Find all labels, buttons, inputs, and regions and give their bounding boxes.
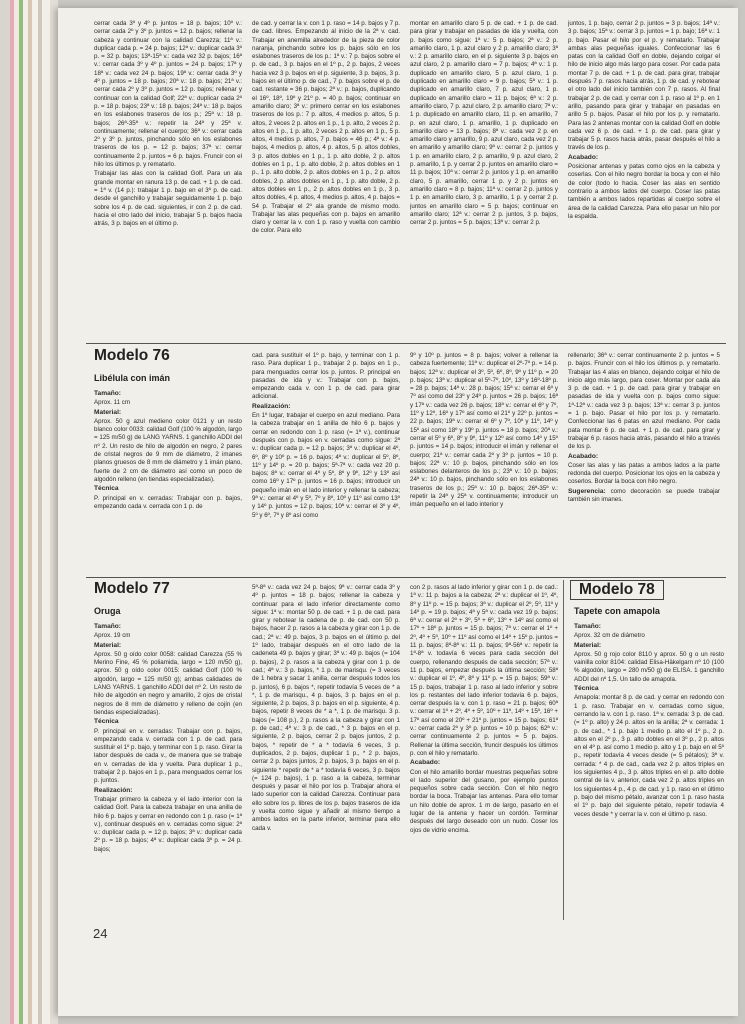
m77-column-2 [252,584,400,912]
m78-size-heading: Tamaño: [574,623,601,630]
m76-col2-text: cad. para sustituir el 1º p. bajo, y terminar con 1 p. raso. Para duplicar 1 p., trabajar 2 p. bajos en 1 p., para menguados cerrar los p. juntos. P. principal en pasadas de ida y v.: Trabajar con p. bajos, empezando cada v. con 1 p. de cad. para girar adicional. [252,352,400,401]
m76-material-heading: Material: [94,408,122,416]
top-acabado-heading: Acabado: [568,153,599,161]
m77-realizacion: Trabajar primero la cabeza y el lado interior con la calidad Golf. Para la cabeza trabajar en una anilla de hilo 6 p. bajos y cerrar en redondo con 1 p. raso (= 1ª v.), continuar después en v. cerradas como sigue: 2ª v.: duplicar cada p. = 12 p. bajos; 3ª v.: duplicar cada 2º p. = 18 p. bajos; 4ª v.: duplicar cada 3º p. = 24 p. bajos; [94,795,242,853]
modelo-77-title: Modelo 77 [94,580,170,597]
m76-tecnica-heading: Técnica [94,485,119,493]
m76-realizacion: En 1º lugar, trabajar el cuerpo en azul mediano. Para la cabeza trabajar en 1 anilla de hilo 6 p. bajos y cerrar en redondo con 1 p. raso (= 1ª v.), continuar después con p. bajos en v. cerradas como sigue: 2ª v.: duplicar cada p. = 12 p. bajos; 3ª v.: duplicar el 4º, 6º, 8º y 10º p. = 16 p. bajos; 4ª v.: duplicar el 5º, 8º, 11º y 14º p. = 20 p. bajos; 5ª-7ª v.: cada vez 20 p. bajos; 8ª v.: cerrar el 4º y 5º, 8º y 9º, 12º y 13º así como 16º y 17º p. juntos = 16 p. bajos; introducir un pequeño imán en el lado interior y rellenar la cabeza; 9ª v.: cerrar el 4º y 5º, 7º y 8º, 10º y 11º así como 13º y 14º p. juntos = 12 p. bajos; 10ª v.: cerrar el 3º y 4º, 5º y 6º, 7º y 8º así como [252,412,400,519]
m77-size-heading: Tamaño: [94,623,121,630]
m78-tecnica: Amapola: montar 8 p. de cad. y cerrar en redondo con 1 p. raso. Trabajar en v. cerradas como sigue, cerrando la v. con 1 p. raso. 1ª v. cerrada: 3 p. de cad. (= 1º p. alto) y 24 p. altos en la anilla; 2ª v. cerrada: 1 p. de cad., * 1 p. bajo 1 medio p. alto el 1º p., 2 p. altos en el 2º p., 3 p. alto dobles en el 3º p., 2 p. altos en el 4º p. así como 1 medio p. alto y 1 p. bajo en el 5º p., repetir todavía 4 veces desde (= 5 pétalos); 3ª v. cerrada: * 4 p. de cad., cada vez 2 p. altos triples en los siguientes 4 p., 3 p. altos triples en el p. alto doble central de la v. anterior, cada vez 2 p. altos triples en los siguientes 4 p., 4 p. de cad. y 1 p. raso en el último p. bajo del mismo pétalo, avanzar con 1 p. raso hasta el 1º p. bajo del siguiente pétalo, repetir todavía 4 veces desde * y cerrar la v. con el último p. raso. [574,694,724,818]
top-column-1 [94,20,242,338]
m76-col3-text: 9º y 10º p. juntos = 8 p. bajos; volver a rellenar la cabeza fuertemente; 11ª v.: duplicar el 2º-7º p. = 14 p. bajos; 12ª v.: duplicar el 3º, 5º, 6º, 8º, 9º y 11º p. = 20 p. bajos; 13ª v.: duplicar el 5º-7º, 10º, 13º y 16º-18º p. = 28 p. bajos; 14ª v.: 28 p. bajos; 15ª v.: cerrar el 6º y 7º así como del 23º y 24º p. juntos = 26 p. bajos; 16ª y 17ª v.: cada vez 26 p. bajos; 18ª v.: cerrar el 6º y 7º, 11º y 12º, 16º y 17º así como el 21º y 22º p. juntos = 22 p. bajos; 19ª v.: cerrar el 6º y 7º, 10º y 11º, 14º y 15º así como 18º y 19º p. juntos = 18 p. bajos; 20ª v.: cerrar el 5º y 6º, 8º y 9º, 11º y 12º así como 14º y 15º p. juntos = 14 p. bajos; introducir el imán y rellenar el cuerpo; 21ª v.: cerrar cada 2º y 3º p. juntos = 10 p. bajos; 22ª v.: 10 p. bajos, pinchando sólo en los eslabones delanteros de los p.; 23ª v.: 10 p. bajos; 24ª v.: 10 p. bajos, pinchando sólo en los eslabones traseros de los p.; 25ª v.: 10 p. bajos; 26ª-35ª v.: repetir la 24ª y 25ª v. continuamente; introducir un imán pequeño en el lado interior y [410,352,558,509]
top-column-3 [410,20,558,338]
top-column-4 [568,20,720,338]
m76-column-2 [252,352,400,574]
m76-col4-text: rellenarlo; 36ª v.: cerrar continuamente 2 p. juntos = 5 p. bajos. Fruncir con el hilo los últimos p. y rematarlo. Trabajar las 4 alas en blanco, dejando colgar el hilo de inicio algo más largo, para coser. Montar por cada ala 3 p. de cad. + 1 p. de cad. para girar y trabajar en pasadas de ida y vuelta con p. bajos como sigue: 1ª-12ª v.: cada vez 3 p. bajos; 13ª v.: cerrar 3 p. juntos = 1 p. bajo. Pasar el hilo por los p. y rematarlo. Confeccionar las 6 patas en azul mediano. Por cada pata montar 6 p. de cad. + 1 p. de cad. para girar y trabajar 6 p. rasos hacia atrás, pasando el hilo a través de los p. [568,352,720,451]
divider-top [86,343,726,344]
m76-column-3 [410,352,558,574]
m77-realizacion-heading: Realización: [94,786,133,794]
m77-tecnica-heading: Técnica [94,718,119,726]
top-col2-text: de cad. y cerrar la v. con 1 p. raso = 14 p. bajos y 7 p. de cad. libres. Empezando al inicio de la 2ª v. cad. Trabajar en anemilla alrededor de la pieza de color naranja, pinchando sobre los p. bajos sólo en los eslabones traseros de los p.: 1ª v.: 7 p. bajos sobre el p. de cad., 3 p. bajos en el 1º p., 2 p. bajos, 2 veces hacia vez 3 p. bajos en el p. siguiente, 3 p. bajos, 3 p. bajos en el último p. de cad., 7 p. bajos sobre el p. de cad. restante = 36 p. bajos; 2ª v.: p. bajos, duplicando el 16º, 18º, 19º y 21º p. = 40 p. bajos; continuar en amarillo claro; 3ª v.: primero cerrar en los eslabones traseros de los p.: 7 p. altos, 4 medios p. altos, 5 p. altos, 2 veces 2 p. altos en 1 p., 1 p. alto, 2 veces 2 p. altos en 1 p., 1 p. alto, 2 veces 2 p. altos en 1 p., 5 p. altos, 4 medios p. altos, 7 p. bajos = 46 p.; 4ª v.: 4 p. bajos, 4 medios p. altos, 4 p. altos, 5 p. altos dobles, 3 p. altos dobles en 1 p., 1 p. alto doble, 2 p. altos dobles en 1 p., 1 p. alto doble, 2 p. altos dobles en 1 p., 1 p. alto doble, 2 p. altos dobles en 1 p., 2 p. altos dobles, 2 p. altos dobles en 1 p., 1 p. alto doble, 2 p. altos dobles en 1 p., 2 p. altos dobles en 1 p., 3 p. altos dobles, 4 p. altos, 4 medios p. altos, 4 p. bajos = 54 p. Trabajar el 2º ala grande de mismo modo. Trabajar las alas pequeñas con p. bajos en amarillo claro y cerrar la v. con 1 p. raso y vuelta con cambio de color. Para ello [252,20,400,235]
m76-subtitle: Libélula con imán [94,373,171,383]
page-number: 24 [93,926,108,941]
m77-material: Aprox. 50 g oído color 0058: calidad Carezza (55 % Merino Fine, 45 % poliamida, largo = 120 m/50 g), aprox. 50 g oído color 0015: calidad Golf (100 % algodón, largo = 125 m/50 g); ambas calidades de LANG YARNS. 1 ganchillo ADDI del nº 2. Un resto de hilo de algodón en negro y amarillo, 2 ojos de cristal negros de 8 mm de diámetro y relleno de cojín (en tiendas especializadas). [94,650,242,716]
m78-subtitle: Tapete con amapola [574,606,660,616]
m76-sugerencia: como decoración se puede trabajar también sin imanes. [568,487,720,504]
m77-tecnica: P. principal en v. cerradas: Trabajar con p. bajos, empezando cada v. cerrada con 1 p. de cad. para sustituir el 1º p. bajo, y terminar con 1 p. raso. Girar la labor después de cada v., de manera que se trabaje en v. cerradas de ida y vuelta. Para duplicar 1 p., trabajar 2 p. bajos en 1 p., para menguados cerrar los p. juntos. [94,727,242,785]
top-col1b-text: Trabajar las alas con la calidad Golf. Para un ala grande montar en ranura 13 p. de cad. + 1 p. de cad. = 1ª v. (14 p.): trabajar 1 p. bajo en el 3º p. de cad. desde el ganchillo y trabajar seguidamente 1 p. bajo sobre los 4 p. de cad. siguientes, ir con 2 p. de cad. hacia el otro lado del inicio, trabajar 5 p. bajos hacia atrás, 3 p. bajos en el último p. [94,170,242,228]
m77-subtitle: Oruga [94,606,121,616]
top-col3-text: montar en amarillo claro 5 p. de cad. + 1 p. de cad. para girar y trabajar en pasadas de ida y vuelta, con p. bajos como sigue: 1ª v.: 5 p. bajos; 2ª v.: 2 p. amarillo claro, 1 p. azul claro y 2 p. amarillo claro; 3ª v.: 2 p. amarillo claro, en el p. siguiente 3 p. bajos en azul claro, 2 p. amarillo claro = 7 p. bajos; 4ª v.: 1 p. duplicado en amarillo claro, 5 p. azul claro, 1 p. duplicado en amarillo claro = 9 p. bajos; 5ª v.: 1 p. duplicado en amarillo claro, 7 p. azul claro, 1 p. duplicado en amarillo claro = 11 p. bajos; 6ª v.: 2 p. amarillo claro, 7 p. azul claro, 2 p. amarillo claro; 7ª v.: 1 p. duplicado en amarillo claro, 11 p. en amarillo, 7 p. en azul claro, 1 p. amarillo, 1 p. duplicado en amarillo claro = 13 p. bajos; 8ª v.: cada vez 2 p. en amarillo claro y amarillo, 9 p. azul claro, cada vez 2 p. en amarillo y amarillo claro; 9ª v.: cerrar 2 p. juntos y 1 p. en amarillo claro, 2 p. amarillo, 9 p. azul claro, 2 p. amarillo, 1 p. y cerrar 2 p. juntos en amarillo claro = 11 p. bajos; 10ª v.: cerrar 2 p. juntos y 1 p. en amarillo claro, 5 p. amarillo, cerrar 1 p. y 2 p. juntos en amarillo claro = 8 p. bajos; 11ª v.: cerrar 2 p. juntos y 1 p. en amarillo claro, 3 p. amarillo, 1 p. y cerrar 2 p. juntos en amarillo claro = 5 p. bajos; continuar en amarillo claro; 12ª v.: cerrar 2 p. juntos, 3 p. bajos, cerrar 2 p. juntos = 5 p. bajos; 13ª v.: cerrar 2 p. [410,20,558,227]
m77-acabado-heading: Acabado: [410,759,441,767]
m77-col3-text: con 2 p. rasos al lado inferior y girar con 1 p. de cad.: 1ª v.: 11 p. bajos a la cabeza; 2ª v.: duplicar el 1º, 4º, 8º y 11º p. = 15 p. bajos; 3ª v.: duplicar el 2º, 5º, 11º y 14º p. = 19 p. bajos; 4ª y 5ª v.: cada vez 19 p. bajos; 6ª v.: cerrar el 2º + 3º, 5º + 6º, 13º + 14º así como el 17º + 18º p. juntos = 15 p. bajos; 7ª v.: cerrar el 1º + 2º, 4º + 5º, 10º + 11º así como el 14º + 15º p. juntos = 11 p. bajos; 8ª-8ª v.: 11 p. bajos; 9ª-56ª v.: repetir la 1ª-8ª v. todavía 6 veces para cada sección del cuerpo, rellenando después de cada sección; 57ª v.: 11 p. bajos, empezar después la última sección; 58ª v.: duplicar el 1º, 4º, 8º y 11º p. = 15 p. bajos; 59ª v.: 15 p. bajos, trabajar 1 p. raso al lado inferior y sobre los p. restantes del lado inferior todavía 6 p. bajos, cerrar después la v. con 1 p. raso = 21 p. bajos; 60ª v.: cerrar el 1º + 2º, 4º + 5º, 10º + 11º, 14º + 15º, 16º + 17º así como el 20º + 21º p. juntos = 15 p. bajos; 61ª v.: cerrar cada 2º y 3º p. juntos = 10 p. bajos; 62ª v.: cerrar continuamente 2 p. juntos = 5 p. bajos. Rellenar la última sección, fruncir después los últimos p. con el hilo y rematarlo. [410,584,558,757]
top-acabado-text: Posicionar antenas y patas como ojos en la cabeza y coserlas. Con el hilo negro bordar la boca y con el hilo de color (todo lo hacia. Coser las alas en sentido contrario a ambos lados del cuerpo. Coser las patas también a ambos lados repartidas al cuerpo sobre el área de la calidad Carezza. Para ello pasar un hilo por la espalda. [568,163,720,220]
divider-vertical-78 [563,580,564,920]
m77-column-1 [94,601,242,911]
m76-realizacion-heading: Realización: [252,402,291,410]
m77-acabado: Con el hilo amarillo bordar muestras pequeñas sobre el lado superior del gusano, por ejemplo puntos pequeños sobre cada sección. Con el hilo negro bordar la boca. Trabajar las antenas. Para ello tomar un hilo doble de aprox. 1 m de largo, pasarlo en el lugar de la antena y hacer un cordón. Terminar después del largo deseado con un nudo. Coser los ojos de vidrio encima. [410,768,558,834]
m78-material: Aprox. 50 g rojo color 8110 y aprox. 50 g o un resto vainilla color 8104: calidad Elisa-Häkelgarn nº 10 (100 % algodón, largo = 280 m/50 g) de ELISA. 1 ganchillo ADDI del nº 1,5. Un tallo de amapola. [574,650,724,683]
m76-column-1 [94,368,242,573]
m76-column-4 [568,352,720,574]
m76-tecnica: P. principal en v. cerradas: Trabajar con p. bajos, empezando cada v. cerrada con 1 p. de [94,494,242,510]
m78-material-heading: Material: [574,641,602,649]
m77-col2-text: 5ª-8ª v.: cada vez 24 p. bajos; 9ª v.: cerrar cada 3º y 4º p. juntos = 18 p. bajos; rellenar la cabeza y continuar para el lado inferior directamente como sigue: 1ª v.: montar 50 p. de cad. + 1 p. de cad. para girar y rebotear la cadena de p. de cad. con 50 p. bajos, hacer 2 p. rasos a la cabeza y girar con 1 p. de cad.; 2ª v.: 49 p. bajos, 3 p. bajos en el último p. del 1º lado, trabajar después en el otro lado de la cadeneta 49 p. bajos y girar; 3ª v.: 49 p. bajos (= 104 p. bajos), 2 p. rasos a la cabeza y girar con 1 p. de cad.; 4ª v.: 3 p. bajos, * 1 p. de marisqu. (= 3 veces de 1 hebra y sacar 1 anilla, cerrar después todos los p. juntos), 6 p. bajos *, repetir todavía 5 veces de * a *, 1 p. de marisqu., 4 p. bajos, 3 p. bajos en el p. siguiente, 2 p. bajos, 3 p. bajos en el p. siguiente, 4 p. bajos, repetir 8 veces de * a *, 1 p. de marisqu. 3 p. bajos (= 108 p.), 2 p. rasos a la cabeza y girar con 1 p. de cad.; 4ª v.: 3 p. de cad., * 3 p. bajos en el p. siguiente, 2 p. bajos, cerrar 2 p. bajos juntos, 2 p. bajos, * repetir de * a * todavía 6 veces, 3 p. duplicados, 2 p. bajos, duplicar 1 p., * 2 p. bajos, cerrar 2 p. bajos juntos, 2 p. bajos, 3 p. bajos en el p. siguiente * repetir de * a * todavía 6 veces, 3 p. bajos (= 124 p. bajos), 1 p. raso a la cabeza, terminar después y pasar el hilo por los p. Trabajar ahora el lado superior con la calidad Carezza. Continuar para ello sobre los p. libres de los p. bajos traseros de ida y vuelta como sigue y añadir al mismo tiempo a ambos lados en la parte inferior, terminar para ello cada v. [252,584,400,832]
modelo-76-title: Modelo 76 [94,347,170,364]
m76-sugerencia-heading: Sugerencia: [568,487,606,495]
m77-column-3 [410,584,558,912]
top-column-2 [252,20,400,338]
top-col4-text: juntos, 1 p. bajo, cerrar 2 p. juntos = 3 p. bajos; 14ª v.: 3 p. bajos; 15ª v.: cerrar 3 p. juntos = 1 p. bajo; 16ª v.: 1 p. bajo. Pasar el hilo por el p. y rematarlo. Trabajar ambas alas pequeñas iguales. Confeccionar las 6 patas con la calidad Golf en doble, dejando colgar el hilo de inicio algo más largo para coser. Por cada pata montar 7 p. de cad. + 1 p. de cad. para girar, trabajar después 7 p. rasos hacia atrás, 1 p. de cad. y rebotear el otro lado del inicio también con 7 p. rasos. Al final trabajar 2 p. de cad. y cerrar con 1 p. raso al 1º p. en 1 arillo, pasando para girar y trabajar en pasadas en arillo 5 p. bajos. Pasar el hilo por los p. y rematarlo. Para las 2 antenas montar con la calidad Golf en doble cada vez 6 p. de cad. + 1 p. de cad. para girar y trabajar 5 p. rasos hacia atrás, pasar después el hilo a través de los p. [568,20,720,152]
magazine-page [58,8,738,1016]
m77-material-heading: Material: [94,641,122,649]
divider-middle [86,577,726,578]
m76-acabado-heading: Acabado: [568,452,599,460]
m78-column [574,601,724,925]
m77-size: Aprox. 19 cm [94,632,131,640]
m76-acabado: Coser las alas y las patas a ambos lados a la parte redonda del cuerpo. Posicionar los ojos en la cabeza y coserlos. Bordar la boca con hilo negro. [568,461,720,486]
top-col1-text: cerrar cada 3º y 4º p. juntos = 18 p. bajos; 10º v.: cerrar cada 2º y 3º p. juntos = 12 p. bajos; rellenar la cabeza y continuar con la calidad Carezza; 11ª v.: duplicar cada p. = 24 p. bajos; 12ª v.: duplicar cada 3º p. = 32 p. bajos; 13ª-15ª v.: cada vez 32 p. bajos; 16ª v.: cerrar cada 3º y 4º p. juntos = 24 p. bajos; 17ª y 18ª v.: cada vez 24 p. bajos; 19ª v.: cerrar cada 3º y 4º p. juntos = 18 p. bajos; 20ª v.: 18 p. bajos; 21ª v.: cerrar cada 2º y 3º p. juntos = 12 p. bajos; rellenar y continuar con la calidad Golf; 22ª v.: duplicar cada 2º p. = 18 p. bajos; 23ª v.: 18 p. bajos; 24ª v.: 18 p. bajos en los eslabones traseros de los p.; 25ª v.: 18 p. bajos; 26ª-35ª v.: repetir la 24ª y 25ª v. continuamente; rellenar el cuerpo; 36ª v.: cerrar cada 2º y 3º p. juntos, pinchando sólo en los eslabones traseros de los p. = 12 p. bajos; 37ª v.: cerrar continuamente 2 p. juntos = 6 p. bajos. Fruncir con el hilo los últimos p. y rematarlo. [94,20,242,169]
m76-size-heading: Tamaño: [94,390,121,397]
modelo-78-title: Modelo 78 [570,580,664,600]
m78-size: Aprox. 32 cm de diámetro [574,632,645,640]
m76-material: Aprox. 50 g azul medieno color 0121 y un resto blanco color 0033: calidad Golf (100 % algodón, largo = 125 m/50 g) de LANG YARNS. 1 ganchillo ADDI del nº 2. Un resto de hilo de algodón en negro, 2 pares de cristal negros de 9 mm de diámetro, 2 imanes planos gruesos de 8 mm de diámetro y 1 imán plano, fuerte de 2 cm de diámetro así como un poco de algodón relleno (en tiendas especializadas). [94,417,242,483]
m76-size: Aprox. 11 cm [94,399,130,407]
m78-tecnica-heading: Técnica [574,685,599,693]
